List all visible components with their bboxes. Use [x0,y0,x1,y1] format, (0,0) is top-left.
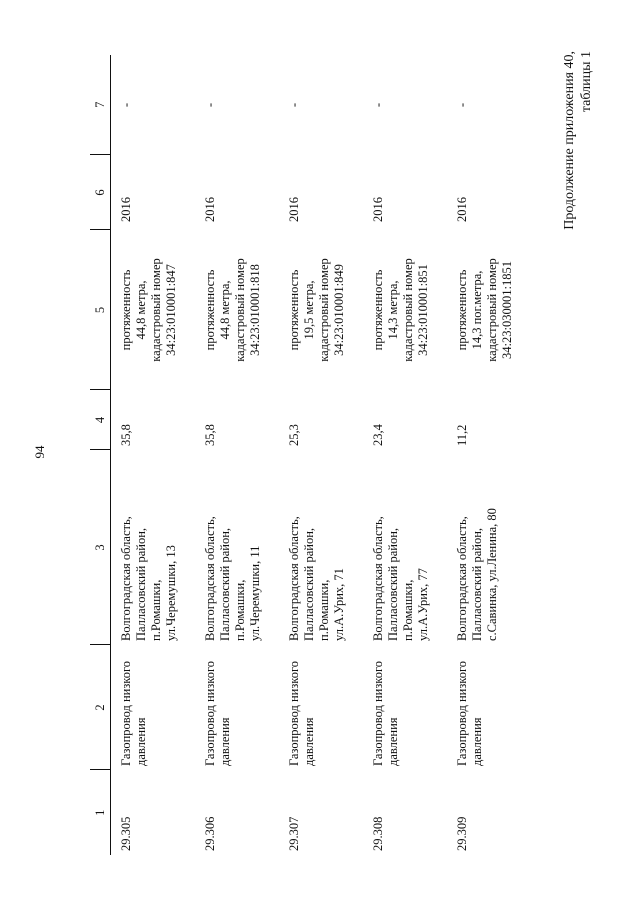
object-note-line: - [287,102,301,108]
object-characteristics-line: 44,8 метра, [134,280,148,340]
object-characteristics-line: протяженность [455,269,469,351]
object-characteristics-line: 14,3 пог.метра, [470,270,484,350]
object-address-line: ул.Черемушки, 11 [248,545,262,641]
object-address [279,450,363,645]
row-number-line: 29.309 [455,816,469,851]
object-note-line: - [119,102,133,108]
continuation-line-2: таблицы 1 [579,51,594,113]
object-address-line: п.Ромашки, [401,579,415,641]
object-characteristics [447,230,531,390]
row-number-line: 29.306 [203,816,217,851]
object-characteristics [195,230,279,390]
object-address [111,450,196,645]
object-name-line: Газопровод низкого давления [287,660,316,766]
object-characteristics-line: протяженность [287,269,301,351]
object-characteristics-line: кадастровый номер [149,258,163,362]
continuation-line-1: Продолжение приложения 40, [562,51,577,230]
object-name-line: Газопровод низкого давления [455,660,484,766]
object-address-line: Палласовский район, [470,527,484,641]
object-address-line: Палласовский район, [386,527,400,641]
object-name-line: Газопровод низкого давления [371,660,400,766]
object-note-line: - [371,102,385,108]
object-year [279,155,363,230]
object-address [195,450,279,645]
row-number [195,770,279,855]
table-row [447,55,531,855]
object-characteristics-line: кадастровый номер [233,258,247,362]
object-area [363,390,447,450]
table-row [363,55,447,855]
object-name-line: Газопровод низкого давления [203,660,232,766]
object-address [447,450,531,645]
object-year-line: 2016 [119,197,133,222]
object-address-line: п.Ромашки, [149,579,163,641]
object-area-line: 35,8 [119,424,133,446]
object-characteristics-line: 34:23:010001:847 [164,264,178,356]
object-characteristics [279,230,363,390]
object-year-line: 2016 [455,197,469,222]
property-table [90,55,610,855]
object-characteristics-line: 34:23:010001:849 [332,264,346,356]
object-address [363,450,447,645]
object-address-line: Палласовский район, [302,527,316,641]
table-row [195,55,279,855]
object-address-line: ул.Черемушки, 13 [164,545,178,641]
object-area [195,390,279,450]
object-area [279,390,363,450]
object-note [279,55,363,155]
object-address-line: Палласовский район, [134,527,148,641]
object-address-line: ул.А.Урих, 71 [332,568,346,641]
object-characteristics-line: 34:23:010001:851 [416,264,430,356]
object-area-line: 23,4 [371,424,385,446]
object-characteristics-line: 14,3 метра, [386,280,400,340]
object-address-line: п.Ромашки, [233,579,247,641]
object-note-line: - [455,102,469,108]
object-characteristics-line: протяженность [203,269,217,351]
object-characteristics-line: 34:23:010001:818 [248,264,262,356]
table-row [111,55,196,855]
object-area [447,390,531,450]
object-characteristics-line: кадастровый номер [485,258,499,362]
table-row [279,55,363,855]
object-year [363,155,447,230]
object-note [111,55,196,155]
object-address-line: Палласовский район, [218,527,232,641]
table-body [111,55,532,855]
column-header: 1 [90,770,111,855]
object-name [195,645,279,770]
column-header: 5 [90,230,111,390]
object-year-line: 2016 [287,197,301,222]
object-characteristics-line: кадастровый номер [401,258,415,362]
object-note [447,55,531,155]
object-address-line: ул.А.Урих, 77 [416,568,430,641]
object-name [279,645,363,770]
table-header-row [90,55,111,855]
object-address-line: Волгоградская область, [203,516,217,641]
object-area [111,390,196,450]
column-header: 6 [90,155,111,230]
object-area-line: 25,3 [287,424,301,446]
row-number-line: 29.307 [287,816,301,851]
object-name [447,645,531,770]
object-characteristics [111,230,196,390]
object-year [195,155,279,230]
object-address-line: Волгоградская область, [455,516,469,641]
row-number [279,770,363,855]
column-header: 4 [90,390,111,450]
row-number-line: 29.305 [119,816,133,851]
object-characteristics-line: 44,8 метра, [218,280,232,340]
row-number [447,770,531,855]
row-number [363,770,447,855]
object-characteristics-line: протяженность [119,269,133,351]
object-address-line: Волгоградская область, [287,516,301,641]
object-address-line: п.Ромашки, [317,579,331,641]
object-area-line: 35,8 [203,424,217,446]
object-name-line: Газопровод низкого давления [119,660,148,766]
row-number [111,770,196,855]
column-header: 2 [90,645,111,770]
row-number-line: 29.308 [371,816,385,851]
object-note [195,55,279,155]
object-address-line: с.Савинка, ул.Ленина, 80 [485,508,499,641]
object-area-line: 11,2 [455,424,469,446]
object-characteristics-line: протяженность [371,269,385,351]
column-header: 7 [90,55,111,155]
column-header: 3 [90,450,111,645]
object-characteristics-line: 34:23:030001:1851 [500,261,514,359]
object-note-line: - [203,102,217,108]
object-year-line: 2016 [203,197,217,222]
object-address-line: Волгоградская область, [371,516,385,641]
object-address-line: Волгоградская область, [119,516,133,641]
object-characteristics [363,230,447,390]
object-year-line: 2016 [371,197,385,222]
object-name [363,645,447,770]
object-name [111,645,196,770]
object-note [363,55,447,155]
object-year [111,155,196,230]
object-year [447,155,531,230]
object-characteristics-line: 19,5 метра, [302,280,316,340]
object-characteristics-line: кадастровый номер [317,258,331,362]
page-number-text: 94 [32,445,47,459]
